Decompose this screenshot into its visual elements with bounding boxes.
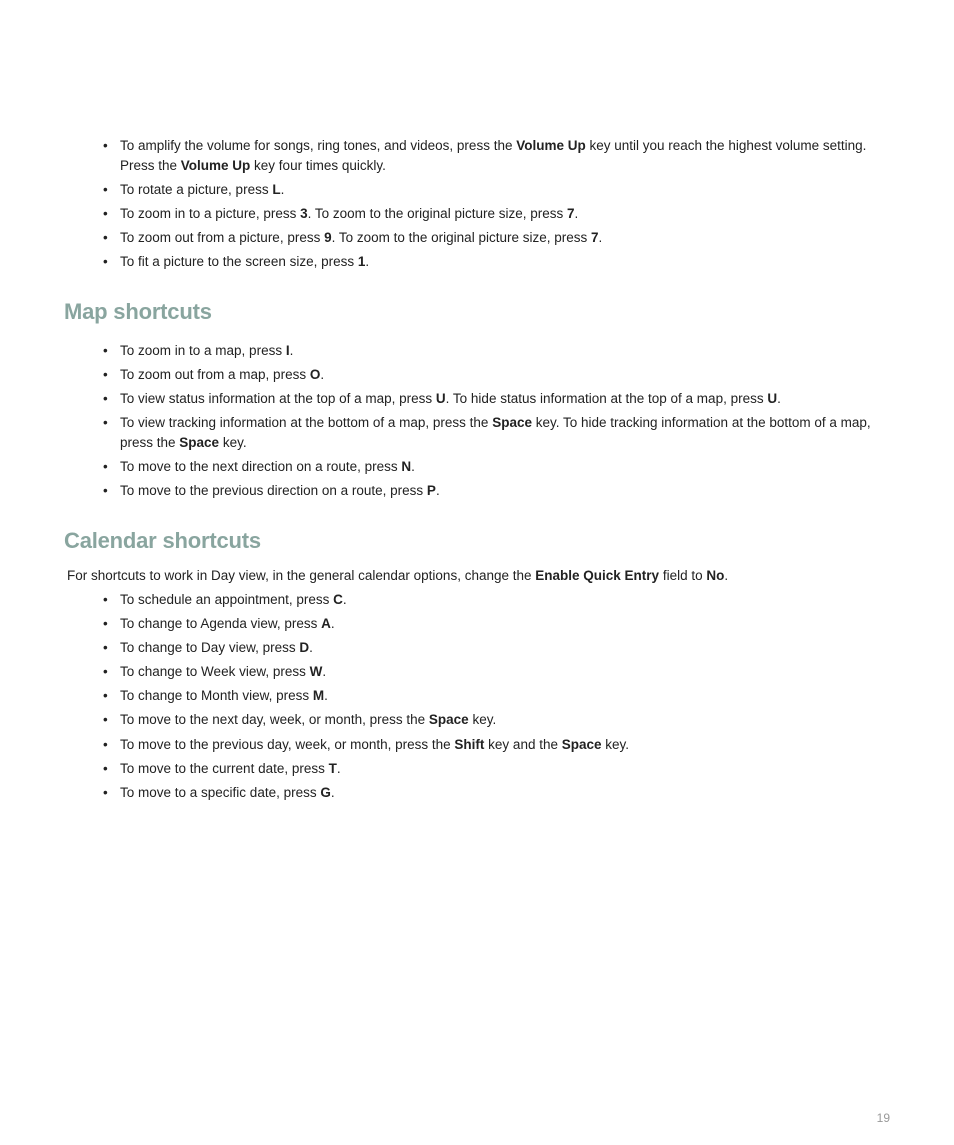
bullet-icon: • [103,138,108,153]
text-run: To zoom in to a picture, press [120,205,301,221]
text-run: . [336,760,341,776]
list-item [103,341,903,361]
key-name: T [328,760,337,776]
key-name: 1 [357,253,366,269]
text-run: key. [468,712,497,728]
bullet-icon: • [103,205,108,221]
key-name: Shift [454,736,485,752]
bullet-icon: • [103,415,108,431]
bullet-icon: • [103,784,108,800]
text-run: . [320,367,325,383]
list-item [103,252,903,272]
list-item [103,180,903,200]
key-name: Space [561,736,602,752]
key-name: L [272,181,281,197]
text-run: . [322,664,327,680]
list-item [103,389,903,409]
text-run: . [411,458,415,474]
text-run: To move to the previous day, week, or month, press the [120,736,455,752]
bullet-icon: • [103,736,108,752]
bullet-icon: • [103,712,108,728]
bullet-icon: • [103,482,108,498]
key-name: Enable Quick Entry [535,568,660,583]
media-shortcuts-list [103,136,903,276]
text-run: To change to Agenda view, press [120,616,322,632]
text-run: field to [659,568,707,583]
list-item [103,481,903,501]
list-item [103,204,903,224]
text-run: . To zoom to the original picture size, press [307,205,567,221]
text-run: . [777,391,781,407]
key-name: 9 [324,229,332,245]
map-shortcuts-list [103,341,903,505]
text-run: To move to the next day, week, or month, press the [120,712,429,728]
text-run: . [330,784,335,800]
text-run: . To zoom to the original picture size, press [331,229,591,245]
bullet-icon: • [103,229,108,245]
map-shortcuts-heading: Map shortcuts [64,299,212,324]
bullet-icon: • [103,640,108,656]
bullet-icon: • [103,367,108,383]
list-item [103,614,903,634]
key-name: 7 [566,205,575,221]
key-name: D [299,640,310,656]
text-run: . To hide status information at the top of a map, press [445,391,768,407]
text-run: . [342,592,347,607]
text-run: . [330,616,335,632]
key-name: I [285,343,290,358]
list-item [103,590,903,610]
text-run: . [724,568,729,583]
list-item [103,735,903,755]
key-name: Space [428,712,469,728]
bullet-icon: • [103,592,108,607]
text-run: To view tracking information at the bottom of a map, press the [120,415,493,431]
bullet-icon: • [103,458,108,474]
text-run: . [324,688,328,704]
text-run: To rotate a picture, press [120,181,273,197]
text-run: key. [219,434,247,450]
text-run: To amplify the volume for songs, ring tones, and videos, press the [120,138,517,153]
text-run: To fit a picture to the screen size, press [120,253,358,269]
key-name: M [312,688,325,704]
list-item [103,136,903,175]
text-run: To zoom out from a picture, press [120,229,325,245]
list-item [103,365,903,385]
key-name: U [767,391,778,407]
key-name: G [320,784,331,800]
key-name: N [401,458,412,474]
text-run: key. To hide tracking information at the bottom of a map, press the [120,415,871,450]
text-run: To move to the next direction on a route, press [120,458,402,474]
page-number: 19 [876,1111,890,1125]
text-run: To move to the current date, press [120,760,329,776]
text-run: To schedule an appointment, press [120,592,334,607]
list-item [103,783,903,803]
bullet-icon: • [103,181,108,197]
list-item [103,759,903,779]
bullet-icon: • [103,343,108,358]
calendar-shortcuts-heading: Calendar shortcuts [64,528,261,553]
key-name: Space [492,415,532,431]
key-name: P [426,482,436,498]
text-run: . [598,229,603,245]
key-name: Volume Up [180,157,251,173]
key-name: W [309,664,323,680]
text-run: To move to a specific date, press [120,784,321,800]
key-name: O [309,367,321,383]
calendar-intro-paragraph [67,566,907,586]
text-run: To zoom out from a map, press [120,367,310,383]
bullet-icon: • [103,688,108,704]
list-item [103,686,903,706]
text-run: key until you reach the highest volume setting. Press the [120,138,867,173]
key-name: 7 [590,229,599,245]
text-run: . [280,181,285,197]
text-run: To move to the previous direction on a route, press [120,482,427,498]
text-run: To change to Month view, press [120,688,313,704]
bullet-icon: • [103,664,108,680]
key-name: U [435,391,446,407]
bullet-icon: • [103,616,108,632]
text-run: . [574,205,579,221]
list-item [103,710,903,730]
calendar-shortcuts-list [103,590,903,807]
text-run: . [309,640,313,656]
list-item [103,457,903,477]
text-run: To change to Day view, press [120,640,300,656]
key-name: Volume Up [516,138,586,153]
list-item [103,228,903,248]
text-run: To view status information at the top of a map, press [120,391,436,407]
list-item [103,662,903,682]
text-run: key four times quickly. [250,157,386,173]
text-run: . [289,343,294,358]
key-name: No [706,568,725,583]
text-run: key. [601,736,630,752]
bullet-icon: • [103,253,108,269]
list-item [103,413,903,452]
bullet-icon: • [103,760,108,776]
text-run: key and the [484,736,562,752]
text-run: To zoom in to a map, press [120,343,286,358]
text-run: . [435,482,440,498]
text-run: For shortcuts to work in Day view, in the general calendar options, change the [67,568,536,583]
bullet-icon: • [103,391,108,407]
key-name: 3 [300,205,308,221]
list-item [103,638,903,658]
text-run: . [365,253,370,269]
key-name: C [333,592,343,607]
key-name: A [321,616,331,632]
text-run: To change to Week view, press [120,664,310,680]
key-name: Space [179,434,220,450]
